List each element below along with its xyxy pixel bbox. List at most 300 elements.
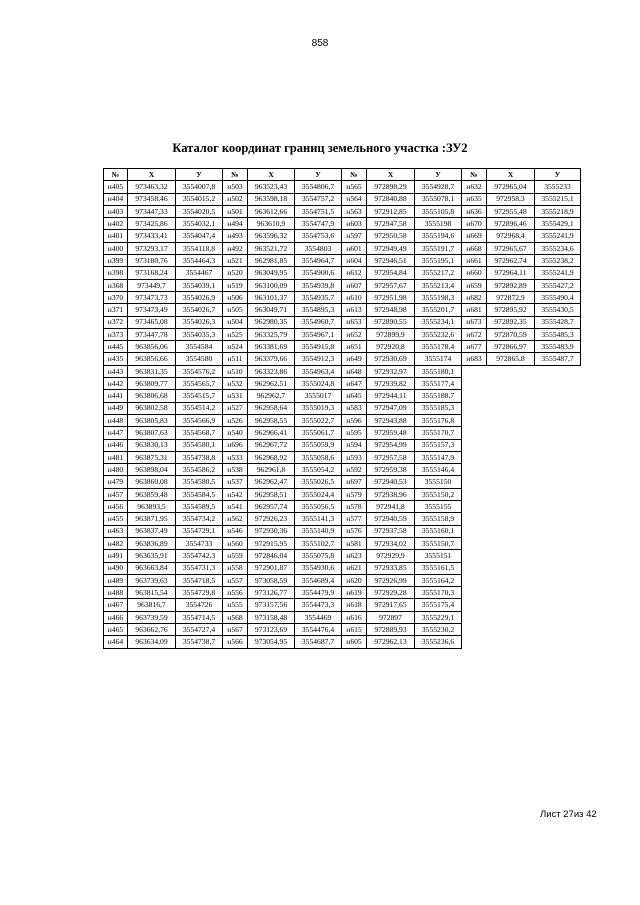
x-coordinate-cell: 973293,17 bbox=[128, 242, 176, 254]
point-id-cell: н373 bbox=[104, 328, 128, 340]
point-id-cell: н481 bbox=[104, 451, 128, 463]
table-row bbox=[104, 611, 581, 623]
y-coordinate-cell: 3554026,9 bbox=[176, 291, 223, 303]
y-coordinate-cell: 3554729,8 bbox=[176, 587, 223, 599]
point-id-cell: н568 bbox=[223, 611, 248, 623]
point-id-cell: н370 bbox=[104, 291, 128, 303]
header-cell: X bbox=[128, 169, 176, 181]
x-coordinate-cell bbox=[487, 501, 535, 513]
table-row bbox=[104, 464, 581, 476]
table-row bbox=[104, 205, 581, 217]
x-coordinate-cell: 973433,41 bbox=[128, 230, 176, 242]
point-id-cell: н613 bbox=[342, 304, 367, 316]
point-id-cell: н652 bbox=[342, 328, 367, 340]
y-coordinate-cell: 3555024,8 bbox=[295, 378, 342, 390]
point-id-cell: н504 bbox=[223, 316, 248, 328]
point-id-cell: н661 bbox=[462, 255, 487, 267]
point-id-cell: н560 bbox=[223, 537, 248, 549]
x-coordinate-cell: 972932,97 bbox=[367, 365, 415, 377]
x-coordinate-cell: 972946,51 bbox=[367, 255, 415, 267]
sheet-number: Лист 27из 42 bbox=[540, 809, 597, 820]
x-coordinate-cell: 963100,09 bbox=[248, 279, 295, 291]
x-coordinate-cell: 963598,18 bbox=[248, 193, 295, 205]
table-row bbox=[104, 550, 581, 562]
point-id-cell: н593 bbox=[342, 451, 367, 463]
coordinates-table bbox=[103, 168, 581, 649]
x-coordinate-cell: 972938,96 bbox=[367, 488, 415, 500]
point-id-cell: н464 bbox=[104, 636, 128, 648]
point-id-cell: н601 bbox=[342, 242, 367, 254]
header-cell: № bbox=[462, 169, 487, 181]
y-coordinate-cell: 3554742,3 bbox=[176, 550, 223, 562]
table-row bbox=[104, 439, 581, 451]
x-coordinate-cell: 972899,9 bbox=[367, 328, 415, 340]
point-id-cell: н648 bbox=[342, 365, 367, 377]
x-coordinate-cell: 972890,55 bbox=[367, 316, 415, 328]
x-coordinate-cell: 973123,69 bbox=[248, 623, 295, 635]
y-coordinate-cell bbox=[535, 476, 581, 488]
point-id-cell: н579 bbox=[342, 488, 367, 500]
y-coordinate-cell: 3555102,7 bbox=[295, 537, 342, 549]
y-coordinate-cell: 3554514,2 bbox=[176, 402, 223, 414]
point-id-cell bbox=[462, 476, 487, 488]
table-row bbox=[104, 414, 581, 426]
y-coordinate-cell: 3554738,8 bbox=[176, 451, 223, 463]
y-coordinate-cell: 3555490,4 bbox=[535, 291, 581, 303]
y-coordinate-cell: 3554565,7 bbox=[176, 378, 223, 390]
y-coordinate-cell bbox=[535, 587, 581, 599]
point-id-cell: н494 bbox=[223, 218, 248, 230]
point-id-cell bbox=[462, 402, 487, 414]
y-coordinate-cell: 3555151 bbox=[415, 550, 462, 562]
x-coordinate-cell: 972912,85 bbox=[367, 205, 415, 217]
x-coordinate-cell: 973180,76 bbox=[128, 255, 176, 267]
table-row bbox=[104, 537, 581, 549]
point-id-cell: н677 bbox=[462, 341, 487, 353]
y-coordinate-cell: 3554589,5 bbox=[176, 501, 223, 513]
point-id-cell: н603 bbox=[342, 218, 367, 230]
point-id-cell: н578 bbox=[342, 501, 367, 513]
y-coordinate-cell: 3554803 bbox=[295, 242, 342, 254]
point-id-cell: н651 bbox=[342, 341, 367, 353]
x-coordinate-cell: 962957,74 bbox=[248, 501, 295, 513]
point-id-cell: н447 bbox=[104, 427, 128, 439]
y-coordinate-cell: 3554726 bbox=[176, 599, 223, 611]
y-coordinate-cell: 3554714,5 bbox=[176, 611, 223, 623]
point-id-cell: н442 bbox=[104, 378, 128, 390]
x-coordinate-cell: 972934,02 bbox=[367, 537, 415, 549]
x-coordinate-cell: 972943,88 bbox=[367, 414, 415, 426]
x-coordinate-cell: 963836,89 bbox=[128, 537, 176, 549]
y-coordinate-cell: 3554718,5 bbox=[176, 574, 223, 586]
y-coordinate-cell: 3555217,2 bbox=[415, 267, 462, 279]
point-id-cell: н696 bbox=[223, 439, 248, 451]
y-coordinate-cell bbox=[535, 636, 581, 648]
point-id-cell: н669 bbox=[462, 230, 487, 242]
x-coordinate-cell: 972929,9 bbox=[367, 550, 415, 562]
x-coordinate-cell: 973447,33 bbox=[128, 205, 176, 217]
y-coordinate-cell: 3554584,5 bbox=[176, 488, 223, 500]
point-id-cell: н527 bbox=[223, 402, 248, 414]
point-id-cell bbox=[462, 574, 487, 586]
x-coordinate-cell bbox=[487, 427, 535, 439]
x-coordinate-cell: 972950,58 bbox=[367, 230, 415, 242]
point-id-cell bbox=[462, 513, 487, 525]
x-coordinate-cell: 963610,9 bbox=[248, 218, 295, 230]
x-coordinate-cell: 973054,95 bbox=[248, 636, 295, 648]
x-coordinate-cell: 973458,46 bbox=[128, 193, 176, 205]
point-id-cell: н673 bbox=[462, 316, 487, 328]
point-id-cell: н401 bbox=[104, 230, 128, 242]
point-id-cell bbox=[462, 464, 487, 476]
table-row bbox=[104, 181, 581, 193]
point-id-cell: н616 bbox=[342, 611, 367, 623]
point-id-cell: н400 bbox=[104, 242, 128, 254]
y-coordinate-cell bbox=[535, 365, 581, 377]
point-id-cell: н490 bbox=[104, 562, 128, 574]
x-coordinate-cell: 972940,59 bbox=[367, 513, 415, 525]
point-id-cell bbox=[462, 439, 487, 451]
y-coordinate-cell: 3554026,7 bbox=[176, 304, 223, 316]
x-coordinate-cell: 963893,5 bbox=[128, 501, 176, 513]
point-id-cell: н537 bbox=[223, 476, 248, 488]
y-coordinate-cell: 3555191,7 bbox=[415, 242, 462, 254]
y-coordinate-cell: 3554967,1 bbox=[295, 328, 342, 340]
x-coordinate-cell: 963739,63 bbox=[128, 574, 176, 586]
point-id-cell: н670 bbox=[462, 218, 487, 230]
x-coordinate-cell: 972865,8 bbox=[487, 353, 535, 365]
x-coordinate-cell: 962968,92 bbox=[248, 451, 295, 463]
point-id-cell: н635 bbox=[462, 193, 487, 205]
point-id-cell bbox=[462, 390, 487, 402]
point-id-cell: н503 bbox=[223, 181, 248, 193]
point-id-cell: н682 bbox=[462, 291, 487, 303]
y-coordinate-cell bbox=[535, 550, 581, 562]
x-coordinate-cell bbox=[487, 525, 535, 537]
y-coordinate-cell: 3555215,1 bbox=[535, 193, 581, 205]
y-coordinate-cell: 3554039,1 bbox=[176, 279, 223, 291]
point-id-cell bbox=[462, 587, 487, 599]
point-id-cell: н610 bbox=[342, 291, 367, 303]
y-coordinate-cell: 3555188,7 bbox=[415, 390, 462, 402]
x-coordinate-cell: 972896,46 bbox=[487, 218, 535, 230]
y-coordinate-cell: 3554900,6 bbox=[295, 267, 342, 279]
y-coordinate-cell: 3554895,3 bbox=[295, 304, 342, 316]
x-coordinate-cell: 963831,35 bbox=[128, 365, 176, 377]
y-coordinate-cell: 3554015,2 bbox=[176, 193, 223, 205]
point-id-cell: н399 bbox=[104, 255, 128, 267]
x-coordinate-cell: 972951,98 bbox=[367, 291, 415, 303]
x-coordinate-cell: 972964,11 bbox=[487, 267, 535, 279]
point-id-cell bbox=[462, 611, 487, 623]
y-coordinate-cell bbox=[535, 562, 581, 574]
y-coordinate-cell: 3555170,3 bbox=[415, 587, 462, 599]
x-coordinate-cell: 973425,86 bbox=[128, 218, 176, 230]
x-coordinate-cell: 973449,7 bbox=[128, 279, 176, 291]
x-coordinate-cell: 973058,59 bbox=[248, 574, 295, 586]
point-id-cell: н480 bbox=[104, 464, 128, 476]
x-coordinate-cell: 963802,58 bbox=[128, 402, 176, 414]
y-coordinate-cell: 3555140,9 bbox=[295, 525, 342, 537]
x-coordinate-cell: 972898,29 bbox=[367, 181, 415, 193]
y-coordinate-cell: 3555054,2 bbox=[295, 464, 342, 476]
point-id-cell: н456 bbox=[104, 501, 128, 513]
y-coordinate-cell: 3554580,5 bbox=[176, 476, 223, 488]
table-row bbox=[104, 599, 581, 611]
point-id-cell: н466 bbox=[104, 611, 128, 623]
point-id-cell: н457 bbox=[104, 488, 128, 500]
x-coordinate-cell bbox=[487, 587, 535, 599]
x-coordinate-cell: 972901,87 bbox=[248, 562, 295, 574]
point-id-cell: н533 bbox=[223, 451, 248, 463]
point-id-cell: н576 bbox=[342, 525, 367, 537]
y-coordinate-cell: 3554479,9 bbox=[295, 587, 342, 599]
y-coordinate-cell: 3554915,8 bbox=[295, 341, 342, 353]
y-coordinate-cell bbox=[535, 402, 581, 414]
x-coordinate-cell: 963101,37 bbox=[248, 291, 295, 303]
point-id-cell: н647 bbox=[342, 378, 367, 390]
x-coordinate-cell: 963325,79 bbox=[248, 328, 295, 340]
x-coordinate-cell bbox=[487, 378, 535, 390]
x-coordinate-cell: 972926,99 bbox=[367, 574, 415, 586]
y-coordinate-cell: 3555428,7 bbox=[535, 316, 581, 328]
y-coordinate-cell bbox=[535, 390, 581, 402]
x-coordinate-cell: 962958,64 bbox=[248, 402, 295, 414]
y-coordinate-cell: 3554960,7 bbox=[295, 316, 342, 328]
point-id-cell: н510 bbox=[223, 365, 248, 377]
point-id-cell bbox=[462, 636, 487, 648]
x-coordinate-cell: 972889,93 bbox=[367, 623, 415, 635]
point-id-cell bbox=[462, 623, 487, 635]
y-coordinate-cell: 3555198 bbox=[415, 218, 462, 230]
y-coordinate-cell: 3555147,9 bbox=[415, 451, 462, 463]
y-coordinate-cell: 3555078,1 bbox=[415, 193, 462, 205]
y-coordinate-cell: 3555485,3 bbox=[535, 328, 581, 340]
point-id-cell: н555 bbox=[223, 599, 248, 611]
point-id-cell: н541 bbox=[223, 501, 248, 513]
point-id-cell: н563 bbox=[342, 205, 367, 217]
x-coordinate-cell: 963049,95 bbox=[248, 267, 295, 279]
point-id-cell: н583 bbox=[342, 402, 367, 414]
table-row bbox=[104, 255, 581, 267]
point-id-cell: н371 bbox=[104, 304, 128, 316]
x-coordinate-cell: 962958,51 bbox=[248, 488, 295, 500]
x-coordinate-cell: 972892,35 bbox=[487, 316, 535, 328]
point-id-cell: н607 bbox=[342, 279, 367, 291]
y-coordinate-cell: 3554751,5 bbox=[295, 205, 342, 217]
header-cell: У bbox=[176, 169, 223, 181]
point-id-cell: н449 bbox=[104, 402, 128, 414]
x-coordinate-cell: 972846,04 bbox=[248, 550, 295, 562]
x-coordinate-cell: 963837,49 bbox=[128, 525, 176, 537]
y-coordinate-cell: 3554026,3 bbox=[176, 316, 223, 328]
table-row bbox=[104, 402, 581, 414]
x-coordinate-cell: 972917,65 bbox=[367, 599, 415, 611]
point-id-cell: н467 bbox=[104, 599, 128, 611]
x-coordinate-cell: 972929,28 bbox=[367, 587, 415, 599]
x-coordinate-cell: 962966,41 bbox=[248, 427, 295, 439]
x-coordinate-cell: 972954,84 bbox=[367, 267, 415, 279]
point-id-cell: н659 bbox=[462, 279, 487, 291]
point-id-cell: н592 bbox=[342, 464, 367, 476]
x-coordinate-cell bbox=[487, 488, 535, 500]
point-id-cell: н649 bbox=[342, 353, 367, 365]
page-number: 858 bbox=[311, 38, 329, 49]
y-coordinate-cell: 3555161,5 bbox=[415, 562, 462, 574]
x-coordinate-cell: 972895,92 bbox=[487, 304, 535, 316]
point-id-cell: н581 bbox=[342, 537, 367, 549]
header-cell: X bbox=[248, 169, 295, 181]
y-coordinate-cell: 3554930,6 bbox=[295, 562, 342, 574]
x-coordinate-cell: 972965,04 bbox=[487, 181, 535, 193]
x-coordinate-cell bbox=[487, 636, 535, 648]
x-coordinate-cell bbox=[487, 611, 535, 623]
table-row bbox=[104, 574, 581, 586]
point-id-cell bbox=[462, 562, 487, 574]
x-coordinate-cell: 972949,49 bbox=[367, 242, 415, 254]
y-coordinate-cell: 3555024,4 bbox=[295, 488, 342, 500]
point-id-cell: н402 bbox=[104, 218, 128, 230]
point-id-cell: н531 bbox=[223, 390, 248, 402]
table-row bbox=[104, 341, 581, 353]
y-coordinate-cell: 3554963,4 bbox=[295, 365, 342, 377]
x-coordinate-cell bbox=[487, 537, 535, 549]
header-cell: № bbox=[223, 169, 248, 181]
x-coordinate-cell: 973463,32 bbox=[128, 181, 176, 193]
point-id-cell: н604 bbox=[342, 255, 367, 267]
y-coordinate-cell: 3555150,2 bbox=[415, 488, 462, 500]
y-coordinate-cell: 3555185,3 bbox=[415, 402, 462, 414]
y-coordinate-cell: 3555160,1 bbox=[415, 525, 462, 537]
y-coordinate-cell: 3555232,6 bbox=[415, 328, 462, 340]
x-coordinate-cell bbox=[487, 623, 535, 635]
y-coordinate-cell bbox=[535, 414, 581, 426]
point-id-cell: н403 bbox=[104, 205, 128, 217]
y-coordinate-cell: 3555075,8 bbox=[295, 550, 342, 562]
x-coordinate-cell: 963805,83 bbox=[128, 414, 176, 426]
x-coordinate-cell: 963521,72 bbox=[248, 242, 295, 254]
point-id-cell: н368 bbox=[104, 279, 128, 291]
point-id-cell bbox=[462, 599, 487, 611]
header-row bbox=[104, 169, 581, 181]
table-row bbox=[104, 291, 581, 303]
point-id-cell bbox=[462, 451, 487, 463]
y-coordinate-cell: 3554747,9 bbox=[295, 218, 342, 230]
table-row bbox=[104, 488, 581, 500]
point-id-cell: н597 bbox=[342, 230, 367, 242]
x-coordinate-cell: 972933,85 bbox=[367, 562, 415, 574]
y-coordinate-cell: 3555176,8 bbox=[415, 414, 462, 426]
point-id-cell: н501 bbox=[223, 205, 248, 217]
y-coordinate-cell: 3554473,3 bbox=[295, 599, 342, 611]
y-coordinate-cell bbox=[535, 599, 581, 611]
point-id-cell bbox=[462, 488, 487, 500]
y-coordinate-cell: 3555022,7 bbox=[295, 414, 342, 426]
table-row bbox=[104, 562, 581, 574]
point-id-cell: н594 bbox=[342, 439, 367, 451]
point-id-cell: н672 bbox=[462, 328, 487, 340]
x-coordinate-cell: 963523,43 bbox=[248, 181, 295, 193]
point-id-cell: н683 bbox=[462, 353, 487, 365]
y-coordinate-cell: 3554020,5 bbox=[176, 205, 223, 217]
coordinates-table-wrap bbox=[103, 168, 581, 649]
point-id-cell: н645 bbox=[342, 390, 367, 402]
y-coordinate-cell: 3554964,7 bbox=[295, 255, 342, 267]
x-coordinate-cell: 962961,8 bbox=[248, 464, 295, 476]
x-coordinate-cell: 973473,73 bbox=[128, 291, 176, 303]
y-coordinate-cell: 3554032,1 bbox=[176, 218, 223, 230]
page-title: Каталог координат границ земельного участка :ЗУ2 bbox=[172, 141, 468, 155]
y-coordinate-cell bbox=[535, 464, 581, 476]
header-cell: № bbox=[104, 169, 128, 181]
header-cell: X bbox=[487, 169, 535, 181]
x-coordinate-cell: 972959,38 bbox=[367, 464, 415, 476]
y-coordinate-cell: 3555195,1 bbox=[415, 255, 462, 267]
x-coordinate-cell bbox=[487, 574, 535, 586]
y-coordinate-cell bbox=[535, 427, 581, 439]
point-id-cell bbox=[462, 550, 487, 562]
y-coordinate-cell: 3554007,8 bbox=[176, 181, 223, 193]
y-coordinate-cell: 3554753,6 bbox=[295, 230, 342, 242]
table-row bbox=[104, 525, 581, 537]
point-id-cell: н465 bbox=[104, 623, 128, 635]
header-cell: У bbox=[535, 169, 581, 181]
x-coordinate-cell: 972948,98 bbox=[367, 304, 415, 316]
point-id-cell: н372 bbox=[104, 316, 128, 328]
y-coordinate-cell: 3555230,2 bbox=[415, 623, 462, 635]
table-row bbox=[104, 353, 581, 365]
point-id-cell: н632 bbox=[462, 181, 487, 193]
y-coordinate-cell: 3555157,3 bbox=[415, 439, 462, 451]
x-coordinate-cell bbox=[487, 414, 535, 426]
y-coordinate-cell: 3555177,4 bbox=[415, 378, 462, 390]
y-coordinate-cell: 3554928,7 bbox=[415, 181, 462, 193]
x-coordinate-cell: 972959,48 bbox=[367, 427, 415, 439]
y-coordinate-cell: 3554568,7 bbox=[176, 427, 223, 439]
point-id-cell bbox=[462, 414, 487, 426]
point-id-cell: н623 bbox=[342, 550, 367, 562]
y-coordinate-cell: 3555483,9 bbox=[535, 341, 581, 353]
point-id-cell: н532 bbox=[223, 378, 248, 390]
point-id-cell: н697 bbox=[342, 476, 367, 488]
y-coordinate-cell: 3555234,6 bbox=[535, 242, 581, 254]
table-row bbox=[104, 267, 581, 279]
x-coordinate-cell bbox=[487, 562, 535, 574]
y-coordinate-cell bbox=[535, 501, 581, 513]
point-id-cell: н612 bbox=[342, 267, 367, 279]
table-row bbox=[104, 193, 581, 205]
point-id-cell: н479 bbox=[104, 476, 128, 488]
y-coordinate-cell: 3555429,1 bbox=[535, 218, 581, 230]
x-coordinate-cell bbox=[487, 599, 535, 611]
point-id-cell: н668 bbox=[462, 242, 487, 254]
x-coordinate-cell: 963898,04 bbox=[128, 464, 176, 476]
x-coordinate-cell: 973157,56 bbox=[248, 599, 295, 611]
point-id-cell: н653 bbox=[342, 316, 367, 328]
point-id-cell: н511 bbox=[223, 353, 248, 365]
x-coordinate-cell: 973473,49 bbox=[128, 304, 176, 316]
y-coordinate-cell: 3555105,8 bbox=[415, 205, 462, 217]
point-id-cell: н404 bbox=[104, 193, 128, 205]
point-id-cell: н441 bbox=[104, 390, 128, 402]
x-coordinate-cell: 972958,3 bbox=[487, 193, 535, 205]
table-row bbox=[104, 513, 581, 525]
x-coordinate-cell: 972866,97 bbox=[487, 341, 535, 353]
y-coordinate-cell: 3555241,9 bbox=[535, 230, 581, 242]
x-coordinate-cell bbox=[487, 365, 535, 377]
x-coordinate-cell: 972897 bbox=[367, 611, 415, 623]
x-coordinate-cell: 963807,63 bbox=[128, 427, 176, 439]
